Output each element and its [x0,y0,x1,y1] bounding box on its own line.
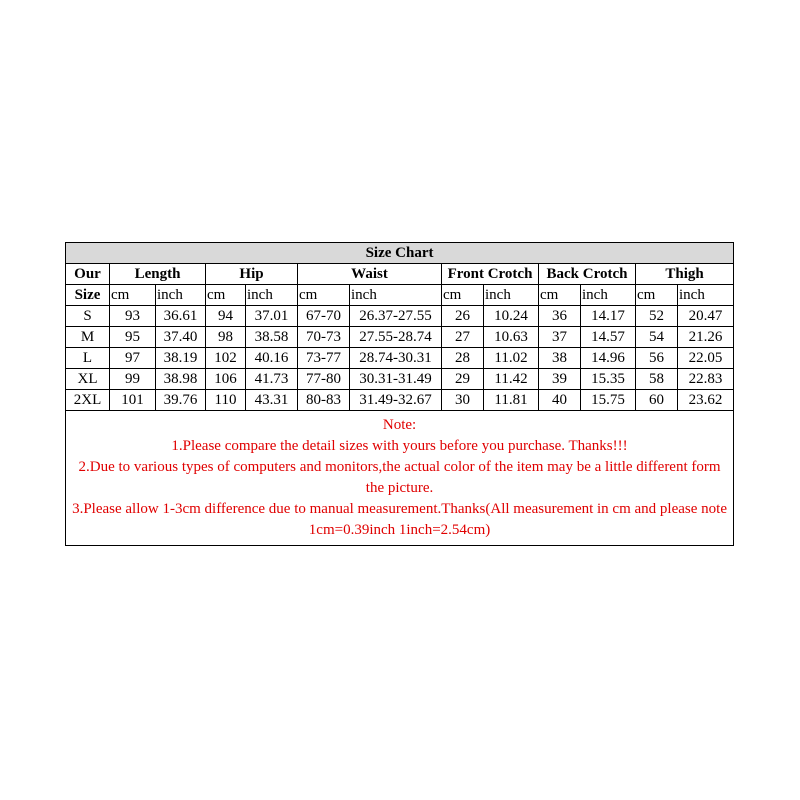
unit-inch: inch [156,285,206,306]
table-cell: 10.63 [484,327,539,348]
notes-cell [66,411,734,546]
table-cell: 58 [636,369,678,390]
header-front-crotch: Front Crotch [442,264,539,285]
our-size-header-bottom: Size [66,285,110,306]
table-cell: 15.35 [581,369,636,390]
unit-inch: inch [350,285,442,306]
table-cell: 39.76 [156,390,206,411]
table-cell: 52 [636,306,678,327]
table-cell: 29 [442,369,484,390]
table-row [66,306,734,327]
table-cell: 27 [442,327,484,348]
unit-cm: cm [539,285,581,306]
table-cell: 31.49-32.67 [350,390,442,411]
table-cell: 14.17 [581,306,636,327]
table-cell: 70-73 [298,327,350,348]
header-thigh: Thigh [636,264,734,285]
unit-cm: cm [298,285,350,306]
table-cell: 22.83 [678,369,734,390]
table-cell: 20.47 [678,306,734,327]
title-row [66,243,734,264]
table-cell: 40.16 [246,348,298,369]
size-chart-table [65,242,734,546]
notes-row [66,411,734,546]
our-size-header-top: Our [66,264,110,285]
unit-cm: cm [206,285,246,306]
table-cell: 60 [636,390,678,411]
table-row [66,369,734,390]
note-heading: Note: [382,417,417,433]
table-row [66,327,734,348]
header-row [66,264,734,285]
table-cell: 36.61 [156,306,206,327]
note-line-3: 3.Please allow 1-3cm difference due to manual measurement.Thanks(All measurement in cm and please note 1cm=0.39inch 1inch=2.54cm) [72,501,727,538]
table-cell: 106 [206,369,246,390]
table-cell: 11.02 [484,348,539,369]
header-length: Length [110,264,206,285]
unit-inch: inch [678,285,734,306]
table-cell: 26 [442,306,484,327]
table-cell: 10.24 [484,306,539,327]
size-label: M [66,327,110,348]
table-cell: 101 [110,390,156,411]
table-cell: 21.26 [678,327,734,348]
table-row [66,348,734,369]
table-cell: 95 [110,327,156,348]
table-cell: 11.42 [484,369,539,390]
table-cell: 28.74-30.31 [350,348,442,369]
table-cell: 14.96 [581,348,636,369]
unit-inch: inch [246,285,298,306]
table-cell: 94 [206,306,246,327]
note-line-2: 2.Due to various types of computers and monitors,the actual color of the item may be a little different form the picture. [78,459,721,496]
table-cell: 54 [636,327,678,348]
table-cell: 97 [110,348,156,369]
table-cell: 40 [539,390,581,411]
size-label: L [66,348,110,369]
table-cell: 38.58 [246,327,298,348]
table-cell: 73-77 [298,348,350,369]
table-cell: 28 [442,348,484,369]
table-cell: 37.40 [156,327,206,348]
table-cell: 14.57 [581,327,636,348]
unit-cm: cm [110,285,156,306]
table-cell: 102 [206,348,246,369]
unit-cm: cm [636,285,678,306]
table-cell: 36 [539,306,581,327]
table-cell: 56 [636,348,678,369]
table-cell: 77-80 [298,369,350,390]
unit-inch: inch [484,285,539,306]
table-cell: 38.19 [156,348,206,369]
chart-title: Size Chart [66,243,734,264]
table-cell: 11.81 [484,390,539,411]
size-label: XL [66,369,110,390]
header-hip: Hip [206,264,298,285]
header-waist: Waist [298,264,442,285]
table-cell: 93 [110,306,156,327]
table-row [66,390,734,411]
header-back-crotch: Back Crotch [539,264,636,285]
table-cell: 30.31-31.49 [350,369,442,390]
unit-inch: inch [581,285,636,306]
table-cell: 26.37-27.55 [350,306,442,327]
table-cell: 15.75 [581,390,636,411]
table-cell: 22.05 [678,348,734,369]
size-label: S [66,306,110,327]
table-cell: 30 [442,390,484,411]
size-label: 2XL [66,390,110,411]
table-cell: 39 [539,369,581,390]
note-line-1: 1.Please compare the detail sizes with yours before you purchase. Thanks!!! [171,438,628,454]
table-cell: 98 [206,327,246,348]
table-cell: 37.01 [246,306,298,327]
table-cell: 110 [206,390,246,411]
table-cell: 38.98 [156,369,206,390]
table-cell: 37 [539,327,581,348]
table-cell: 67-70 [298,306,350,327]
table-cell: 27.55-28.74 [350,327,442,348]
table-cell: 23.62 [678,390,734,411]
size-chart-container [65,242,733,546]
table-cell: 43.31 [246,390,298,411]
unit-cm: cm [442,285,484,306]
table-cell: 41.73 [246,369,298,390]
table-cell: 38 [539,348,581,369]
table-cell: 99 [110,369,156,390]
unit-row [66,285,734,306]
table-cell: 80-83 [298,390,350,411]
